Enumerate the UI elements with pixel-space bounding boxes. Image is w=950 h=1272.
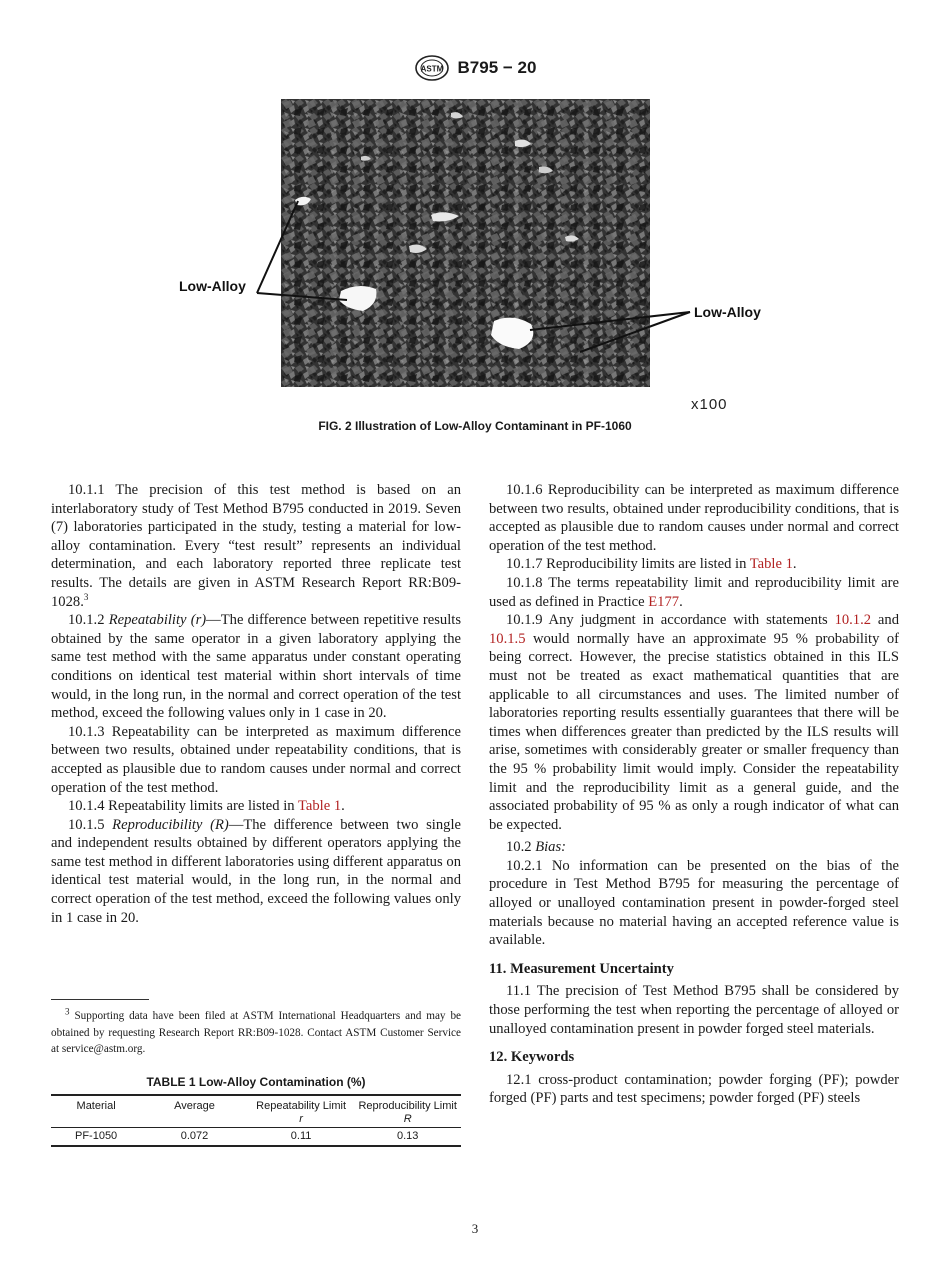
e177-link[interactable]: E177 xyxy=(648,593,680,610)
paragraph-10-1-2: 10.1.2 Repeatability (r)—The difference between repetitive results obtained by the same operator in a given laboratory applying the same test method with the same apparatus under constant operating conditions on identical test material within short intervals of time would, in the long run, in the normal and correct operation of the test method, exceed the following values only in 1 case in 20. xyxy=(51,612,461,722)
section-11-heading: 11. Measurement Uncertainty xyxy=(489,960,674,977)
paragraph-10-1-7: 10.1.7 Reproducibility limits are listed in Table 1. xyxy=(506,556,797,573)
table-title: TABLE 1 Low-Alloy Contamination (%) xyxy=(146,1075,366,1089)
cell-material: PF-1050 xyxy=(51,1128,141,1147)
callout-low-alloy-right: Low-Alloy xyxy=(694,304,761,320)
col-header-material: Material xyxy=(51,1095,141,1113)
footnote-rule xyxy=(51,999,149,1000)
term-reproducibility: Reproducibility (R) xyxy=(112,816,229,833)
page-header xyxy=(0,54,950,82)
callout-low-alloy-left: Low-Alloy xyxy=(179,278,246,294)
col-symbol xyxy=(51,1113,141,1128)
table-1-link[interactable]: Table 1 xyxy=(749,556,793,573)
paragraph-12-1: 12.1 cross-product contamination; powder forging (PF); powder forged (PF) parts and test specimens; powder forged (PF) steels xyxy=(489,1071,899,1107)
micrograph-image xyxy=(281,99,650,387)
ref-10-1-2-link[interactable]: 10.1.2 xyxy=(834,612,872,629)
col-header-average: Average xyxy=(141,1095,248,1113)
magnification-label: x100 xyxy=(691,396,728,413)
astm-logo xyxy=(414,54,450,82)
logo-text: ASTM xyxy=(420,64,443,74)
designation: B795 − 20 xyxy=(457,58,537,77)
term-repeatability: Repeatability (r) xyxy=(108,612,207,629)
footnote-number: 3 xyxy=(65,1006,70,1017)
footnote: $^3$ Supporting data have been filed at ASTM International Headquarters and may be obtained by requesting Research Report RR:B09-1028. Contact ASTM Customer Service at service@astm.org. xyxy=(51,1006,462,1055)
col-symbol-r: r xyxy=(248,1113,355,1128)
col-symbol xyxy=(141,1113,248,1128)
footnote-marker[interactable]: 3 xyxy=(83,591,89,602)
paragraph-10-1-4: 10.1.4 Repeatability limits are listed in Table 1. xyxy=(68,798,345,815)
paragraph-10-2: 10.2 Bias: xyxy=(506,839,567,856)
paragraph-10-1-9: 10.1.9 Any judgment in accordance with statements 10.1.2 and 10.1.5 would normally have an approximate 95 % probability of being correct. However, the precise statistics obtained in this ILS must not be treated as exact mathematical quantities that are applicable to all circumstances and uses. The limited number of laboratories reporting results essentially guarantees that there will be times when differences greater than predicted by the ILS results will arise, sometimes with considerably greater or smaller frequency than the 95 % probability limit would imply. Consider the repeatability limit and the reproducibility limit as a general guide, and the associated probability of 95 % as only a rough indicator of what can be expected. xyxy=(489,612,899,833)
col-symbol-R: R xyxy=(354,1113,461,1128)
left-column xyxy=(51,481,461,927)
cell-repeatability: 0.11 xyxy=(248,1128,355,1147)
figure-caption: FIG. 2 Illustration of Low-Alloy Contaminant in PF-1060 xyxy=(318,419,632,433)
right-column xyxy=(489,481,899,1108)
table-row xyxy=(51,1128,461,1147)
cell-reproducibility: 0.13 xyxy=(354,1128,461,1147)
paragraph-10-1-6: 10.1.6 Reproducibility can be interpreted as maximum difference between two results, obtained under reproducibility conditions, that is accepted as plausible due to random causes under normal and correct operation of the test method. xyxy=(489,482,899,554)
term-bias: Bias: xyxy=(535,839,567,856)
paragraph-10-1-1: 10.1.1 The precision of this test method is based on an interlaboratory study of Test Method B795 conducted in 2019. Seven (7) laboratories participated in the study, testing a material for low-alloy contamination. Every “test result” represents an individual determination, and each laboratory reported three replicate test results. The details are given in ASTM Research Report RR:B09-1028.$^3$ xyxy=(51,482,461,610)
paragraph-10-1-5: 10.1.5 Reproducibility (R)—The difference between two single and independent results obtained by different operators applying the same test method in different laboratories using different apparatus on identical test material would, in the long run, in the normal and correct operation of the test method, exceed the following values only in 1 case in 20. xyxy=(51,816,461,926)
cell-average: 0.072 xyxy=(141,1128,248,1147)
ref-10-1-5-link[interactable]: 10.1.5 xyxy=(489,630,526,647)
contamination-table xyxy=(51,1094,461,1147)
paragraph-10-2-1: 10.2.1 No information can be presented on the bias of the procedure in Test Method B795 for measuring the percentage of alloyed or unalloyed contamination present in powder-forged steel materials because no material having an accepted reference value is available. xyxy=(489,857,899,949)
paragraph-11-1: 11.1 The precision of Test Method B795 shall be considered by those performing the test when reporting the percentage of alloyed or unalloyed contamination present in powder forged steel materials. xyxy=(489,983,899,1037)
page-number: 3 xyxy=(471,1221,479,1236)
col-header-repeatability: Repeatability Limit xyxy=(248,1095,355,1113)
table-1-link[interactable]: Table 1 xyxy=(297,798,342,815)
section-12-heading: 12. Keywords xyxy=(489,1049,575,1066)
paragraph-10-1-3: 10.1.3 Repeatability can be interpreted as maximum difference between two results, obtained under repeatability conditions, that is accepted as plausible due to random causes under normal and correct operation of the test method. xyxy=(51,723,461,796)
paragraph-10-1-8: 10.1.8 The terms repeatability limit and reproducibility limit are used as defined in Practice E177. xyxy=(489,574,899,610)
col-header-reproducibility: Reproducibility Limit xyxy=(354,1095,461,1113)
